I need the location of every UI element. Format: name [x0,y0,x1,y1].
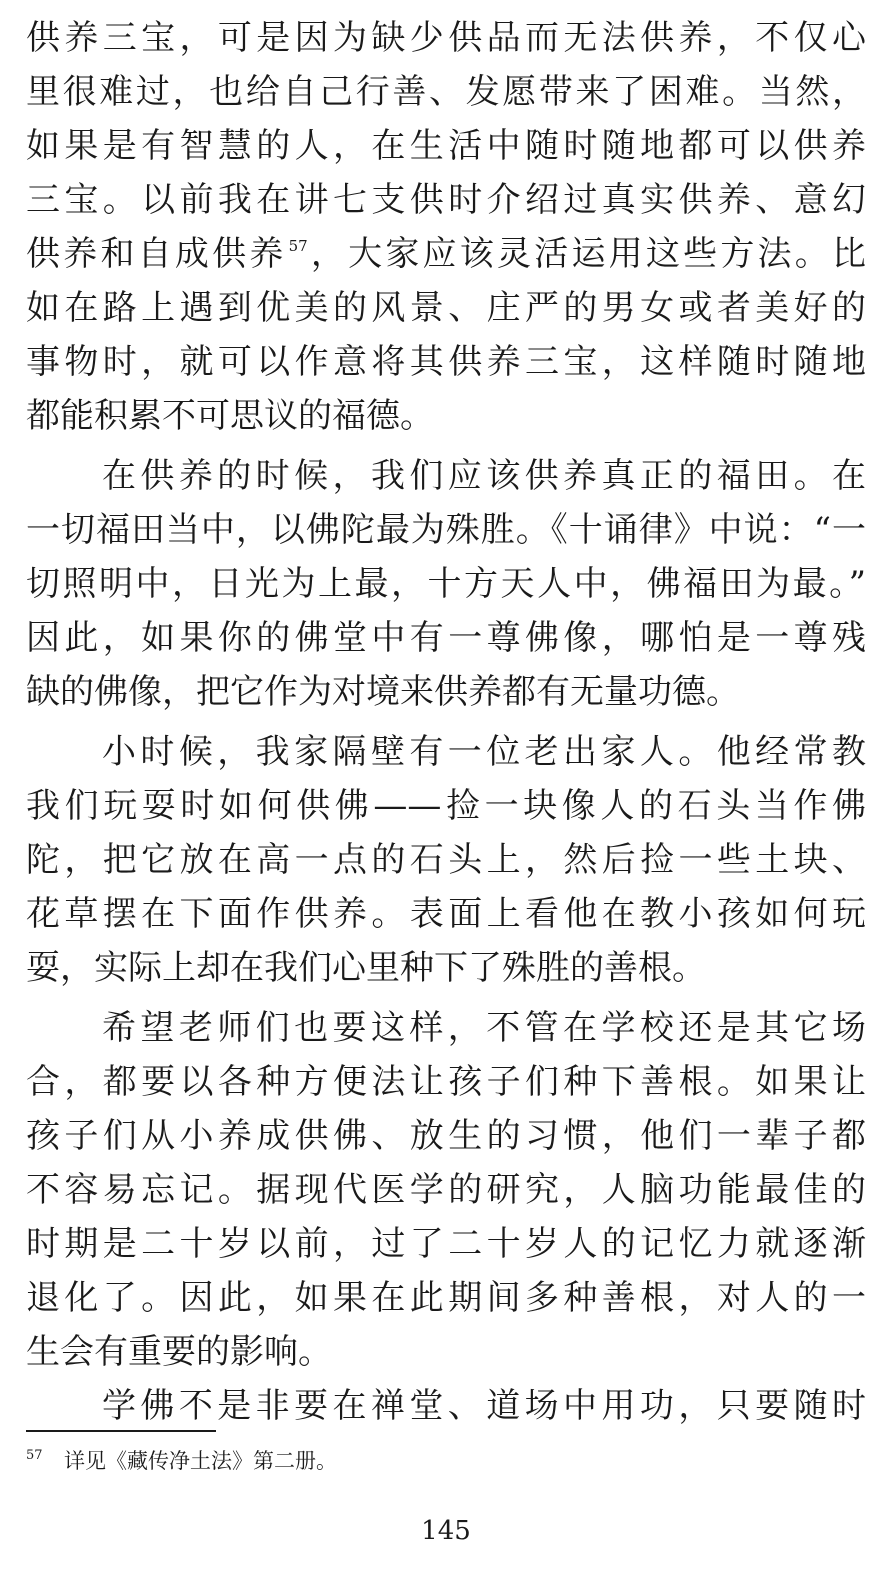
body-line: 三宝。以前我在讲七支供时介绍过真实供养、意幻 [26,180,866,220]
paragraph-first-line: 学佛不是非要在禅堂、道场中用功，只要随时 [102,1386,866,1426]
footnote-text: 详见《藏传净土法》第二册。 [64,1449,337,1473]
body-line-part: 供养和自成供养 [26,234,287,274]
body-line: 如果是有智慧的人，在生活中随时随地都可以供养 [26,126,866,166]
body-line: 生会有重要的影响。 [26,1332,332,1372]
body-line: 耍，实际上却在我们心里种下了殊胜的善根。 [26,948,706,988]
page-number: 145 [421,1516,471,1546]
body-line: 合，都要以各种方便法让孩子们种下善根。如果让 [26,1062,866,1102]
footnote-reference[interactable]: 57 [288,237,308,255]
body-line: 供养三宝，可是因为缺少供品而无法供养，不仅心 [26,18,866,58]
body-line: 陀，把它放在高一点的石头上，然后捡一些土块、 [26,840,866,880]
body-line: 切照明中，日光为上最，十方天人中，佛福田为最。” [26,564,866,604]
paragraph-first-line: 希望老师们也要这样，不管在学校还是其它场 [102,1008,866,1048]
body-line: 如在路上遇到优美的风景、庄严的男女或者美好的 [26,288,866,328]
paragraph-first-line: 在供养的时候，我们应该供养真正的福田。在 [102,456,866,496]
footnote-number: 57 [26,1448,43,1463]
body-line: 退化了。因此，如果在此期间多种善根，对人的一 [26,1278,866,1318]
body-line-with-footnote [26,228,866,280]
body-line: 里很难过，也给自己行善、发愿带来了困难。当然， [26,72,866,112]
body-line-part: ，大家应该灵活运用这些方法。比 [307,234,866,274]
body-line: 一切福田当中，以佛陀最为殊胜。《十诵律》中说：“一 [26,510,866,550]
paragraph-first-line: 小时候，我家隔壁有一位老出家人。他经常教 [102,732,866,772]
body-line: 孩子们从小养成供佛、放生的习惯，他们一辈子都 [26,1116,866,1156]
body-line: 时期是二十岁以前，过了二十岁人的记忆力就逐渐 [26,1224,866,1264]
body-line: 缺的佛像，把它作为对境来供养都有无量功德。 [26,672,740,712]
footnote-divider [26,1430,216,1432]
body-line: 花草摆在下面作供养。表面上看他在教小孩如何玩 [26,894,866,934]
body-line: 事物时，就可以作意将其供养三宝，这样随时随地 [26,342,866,382]
body-line: 我们玩耍时如何供佛——捡一块像人的石头当作佛 [26,786,866,826]
body-line: 不容易忘记。据现代医学的研究，人脑功能最佳的 [26,1170,866,1210]
body-line: 因此，如果你的佛堂中有一尊佛像，哪怕是一尊残 [26,618,866,658]
body-line: 都能积累不可思议的福德。 [26,396,434,436]
